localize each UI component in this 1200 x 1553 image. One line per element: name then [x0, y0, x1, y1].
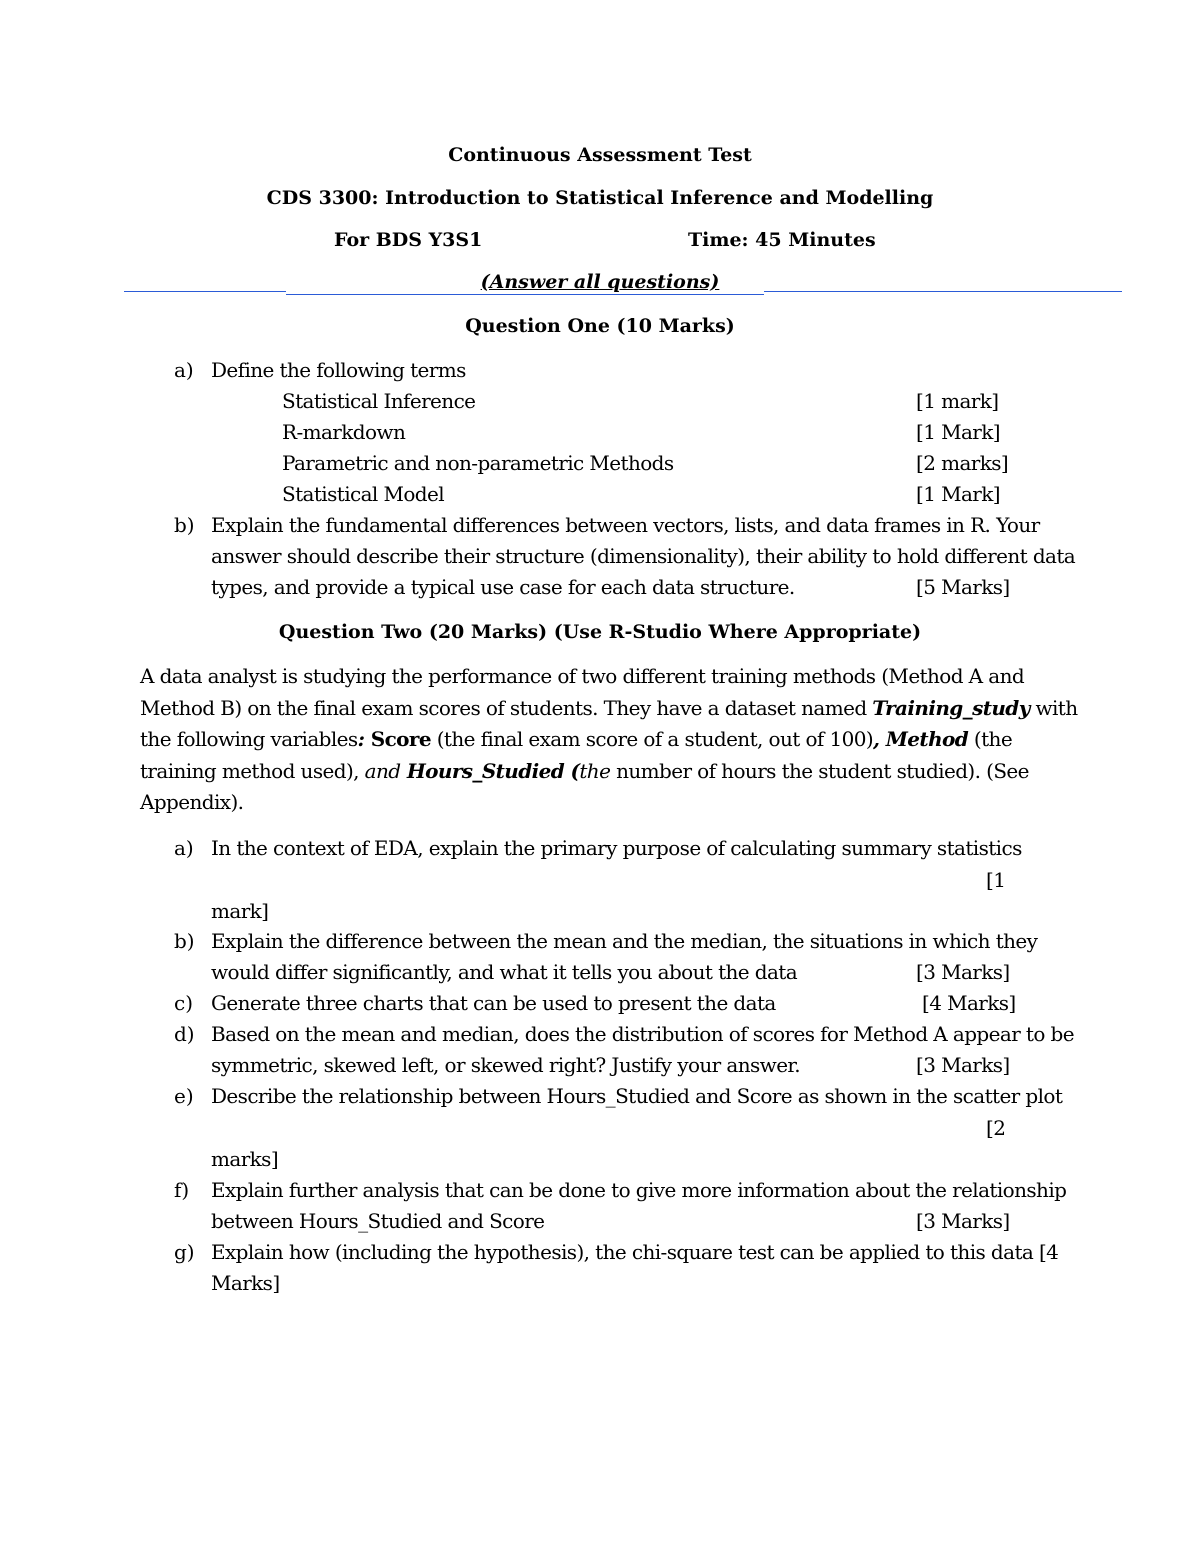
q2e-line-1: Describe the relationship between Hours_Studied and Score as shown in the scatter plot	[211, 1084, 1063, 1108]
q2b-marks: [3 Marks]	[916, 960, 1010, 984]
q1a-marks-1: [1 mark]	[916, 389, 999, 413]
q2a-marks-close: mark]	[211, 899, 269, 923]
variable-hours: Hours_Studied (	[400, 759, 580, 783]
q2g-line-1: Explain how (including the hypothesis), the chi-square test can be applied to this data [4	[211, 1240, 1059, 1264]
dataset-name: Training_study	[872, 696, 1030, 720]
instruction-text: (Answer all questions)	[480, 271, 720, 293]
q1-heading: Question One (10 Marks)	[465, 315, 735, 337]
rule-under-instruction	[286, 294, 764, 295]
q2f-line-2: between Hours_Studied and Score	[211, 1209, 545, 1233]
q2c-line-1: Generate three charts that can be used to present the data	[211, 991, 776, 1015]
exam-title: Continuous Assessment Test	[448, 144, 752, 166]
course-title: CDS 3300: Introduction to Statistical Inference and Modelling	[266, 187, 934, 209]
q2a-label: a)	[174, 836, 194, 860]
q2d-line-1: Based on the mean and median, does the distribution of scores for Method A appear to be	[211, 1022, 1074, 1046]
q1a-term-2: R-markdown	[282, 420, 406, 444]
q2b-label: b)	[174, 929, 195, 953]
q2d-label: d)	[174, 1022, 195, 1046]
q2a-marks-open: [1	[986, 868, 1006, 892]
q1a-term-4: Statistical Model	[282, 482, 445, 506]
q2-intro-line-3-mid: (the final exam score of a student, out of 100)	[430, 727, 874, 751]
q2-intro-line-3-post: (the	[968, 727, 1013, 751]
q1a-marks-2: [1 Mark]	[916, 420, 1000, 444]
q2-intro-line-2-pre: Method B) on the final exam scores of students. They have a dataset named	[140, 696, 873, 720]
q2g-label: g)	[174, 1240, 195, 1264]
q2c-label: c)	[174, 991, 194, 1015]
q2-intro-line-4-pre: training method used),	[140, 759, 365, 783]
q1a-marks-4: [1 Mark]	[916, 482, 1000, 506]
q2e-label: e)	[174, 1084, 194, 1108]
q1b-line-3: types, and provide a typical use case for each data structure.	[211, 575, 795, 599]
q2b-line-1: Explain the difference between the mean and the median, the situations in which they	[211, 929, 1038, 953]
q2-intro-line-2-post: with	[1029, 696, 1078, 720]
q1a-label: a)	[174, 358, 194, 382]
q1a-marks-3: [2 marks]	[916, 451, 1009, 475]
q2-intro-line-1: A data analyst is studying the performance of two different training methods (Method A and	[140, 664, 1025, 688]
time-label: Time: 45 Minutes	[688, 229, 876, 251]
variable-method: , Method	[873, 727, 969, 751]
q2-intro-line-3-pre: the following variables	[140, 727, 358, 751]
variable-score: Score	[364, 727, 431, 751]
q2-intro-line-3	[140, 727, 1012, 751]
q2-intro-line-2	[140, 696, 1078, 720]
q1a-term-1: Statistical Inference	[282, 389, 476, 413]
q1b-marks: [5 Marks]	[916, 575, 1010, 599]
q1b-line-1: Explain the fundamental differences between vectors, lists, and data frames in R. Your	[211, 513, 1040, 537]
q1a-text: Define the following terms	[211, 358, 466, 382]
q2-intro-line-5: Appendix).	[140, 790, 244, 814]
and-word: and	[364, 759, 401, 783]
q2b-line-2: would differ significantly, and what it tells you about the data	[211, 960, 798, 984]
q2-heading: Question Two (20 Marks) (Use R-Studio Where Appropriate)	[278, 621, 922, 643]
q2d-line-2: symmetric, skewed left, or skewed right? Justify your answer.	[211, 1053, 800, 1077]
q2e-marks-open: [2	[986, 1116, 1006, 1140]
q2e-marks-close: marks]	[211, 1147, 279, 1171]
colon-mark: :	[357, 727, 365, 751]
q1b-line-2: answer should describe their structure (dimensionality), their ability to hold different data	[211, 544, 1076, 568]
q2d-marks: [3 Marks]	[916, 1053, 1010, 1077]
q2f-label: f)	[174, 1178, 190, 1202]
q2-intro-line-4-post: number of hours the student studied). (See	[610, 759, 1029, 783]
q2c-marks: [4 Marks]	[922, 991, 1016, 1015]
q2g-line-2: Marks]	[211, 1271, 280, 1295]
the-word: the	[579, 759, 611, 783]
q2f-line-1: Explain further analysis that can be done to give more information about the relationship	[211, 1178, 1067, 1202]
q2-intro-line-4	[140, 759, 1029, 783]
q2f-marks: [3 Marks]	[916, 1209, 1010, 1233]
audience-label: For BDS Y3S1	[334, 229, 483, 251]
q2a-line-1: In the context of EDA, explain the primary purpose of calculating summary statistics	[211, 836, 1022, 860]
q1b-label: b)	[174, 513, 195, 537]
q1a-term-3: Parametric and non-parametric Methods	[282, 451, 674, 475]
